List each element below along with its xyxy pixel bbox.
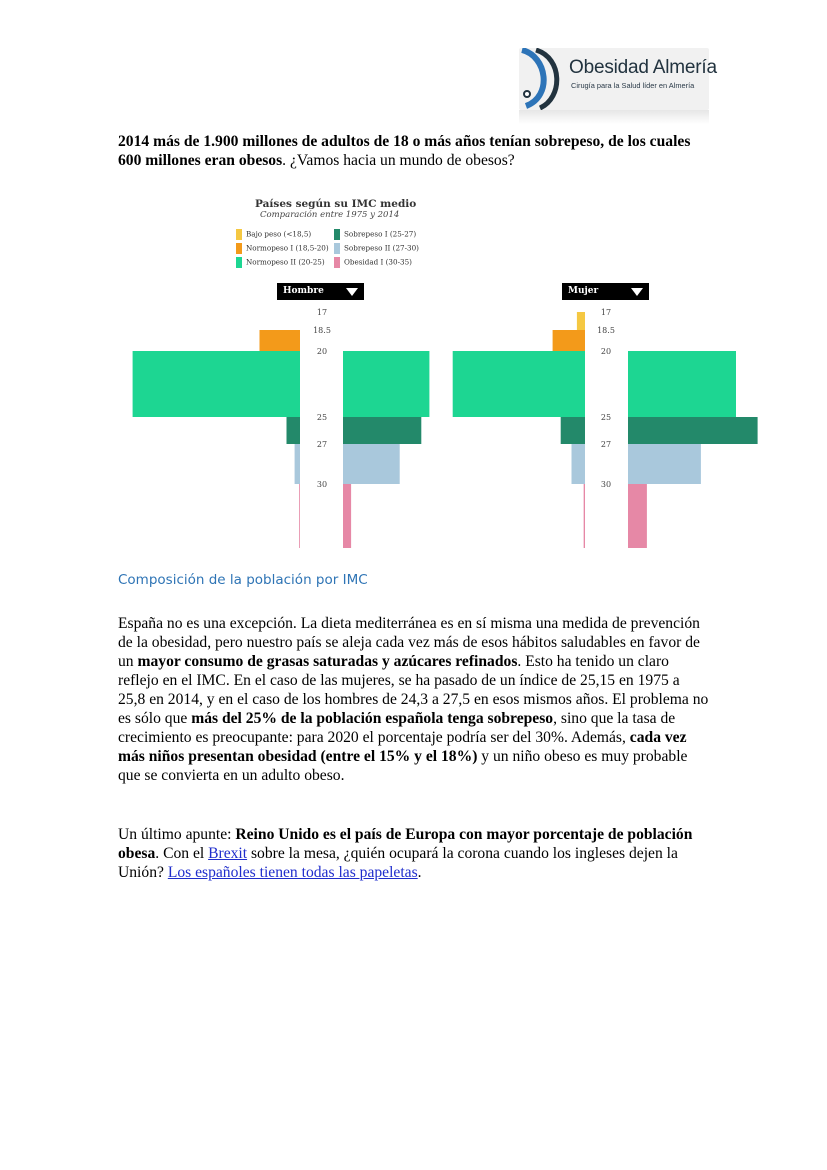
chart-caption: Composición de la población por IMC bbox=[118, 572, 368, 588]
bar-hombre-2014 bbox=[343, 484, 351, 548]
axis-tick-label: 20 bbox=[316, 347, 328, 356]
bold-text: Reino Unido es el país de Europa con mayor porcentaje de población obesa bbox=[118, 826, 693, 862]
bar-hombre-2014 bbox=[343, 444, 400, 484]
text: España no es una excepción. La dieta mediterránea es en sí misma una medida de prevención de la obesidad, pero nuestro país se aleja cada vez más de esos hábitos saludables en favor de un bbox=[118, 615, 700, 670]
text: , sino que la tasa de crecimiento es preocupante: para 2020 el porcentaje podría ser del 30%. Además, bbox=[118, 710, 676, 746]
legend-label: Normopeso II (20-25) bbox=[246, 257, 325, 267]
bar-hombre-2014 bbox=[343, 351, 429, 417]
axis-tick-label: 17 bbox=[600, 308, 612, 317]
bar-mujer-2014 bbox=[628, 417, 758, 444]
bold-text: mayor consumo de grasas saturadas y azúcares refinados bbox=[137, 653, 518, 670]
legend-label: Sobrepeso II (27-30) bbox=[344, 243, 419, 253]
text: . Con el bbox=[155, 845, 209, 862]
brexit-link[interactable]: Brexit bbox=[208, 845, 248, 862]
axis-tick-label: 25 bbox=[600, 413, 612, 422]
bar-hombre-1975 bbox=[295, 444, 300, 484]
bar-mujer-1975 bbox=[577, 312, 585, 330]
bar-mujer-1975 bbox=[453, 351, 585, 417]
bar-mujer-2014 bbox=[628, 484, 647, 548]
espanoles-papeletas-link[interactable]: Los españoles tienen todas las papeletas bbox=[167, 864, 418, 881]
chart-subtitle: Comparación entre 1975 y 2014 bbox=[260, 210, 400, 220]
logo-subtitle: Cirugía para la Salud líder en Almería bbox=[571, 81, 695, 90]
bar-mujer-2014 bbox=[628, 351, 736, 417]
intro-bold-text: 2014 más de 1.900 millones de adultos de 18 o más años tenían sobrepeso, de los cuales 600 millones eran obesos bbox=[118, 133, 691, 169]
bar-mujer-1975 bbox=[553, 330, 585, 351]
bar-mujer-1975 bbox=[584, 484, 585, 548]
bar-hombre-1975 bbox=[299, 484, 300, 548]
bar-hombre-1975 bbox=[133, 351, 300, 417]
axis-tick-label: 25 bbox=[316, 413, 328, 422]
bar-hombre-1975 bbox=[287, 417, 301, 444]
dropdown-label: Mujer bbox=[568, 286, 599, 296]
axis-tick-label: 18.5 bbox=[313, 326, 331, 335]
axis-tick-label: 27 bbox=[600, 440, 612, 449]
axis-tick-label: 20 bbox=[600, 347, 612, 356]
body-paragraph-1 bbox=[118, 614, 710, 785]
chart-title: Países según su IMC medio bbox=[255, 198, 417, 210]
bar-hombre-2014 bbox=[343, 417, 421, 444]
legend-label: Normopeso I (18,5-20) bbox=[246, 243, 329, 253]
legend-label: Sobrepeso I (25-27) bbox=[344, 229, 417, 239]
bold-text: cada vez más niños presentan obesidad (entre el 15% y el 18%) bbox=[118, 729, 687, 765]
text: . Esto ha tenido un claro reflejo en el IMC. En el caso de las mujeres, se ha pasado de un índice de 25,15 en 1975 a 25,8 en 2014, y en el caso de los hombres de 24,3 a 27,5 en esos mismos años. El problema no es sólo que bbox=[118, 653, 709, 727]
axis-tick-label: 27 bbox=[316, 440, 328, 449]
bar-mujer-2014 bbox=[628, 444, 701, 484]
text: Un último apunte: bbox=[118, 826, 236, 843]
axis-tick-label: 18.5 bbox=[597, 326, 615, 335]
logo-title: Obesidad Almería bbox=[569, 57, 717, 78]
text: y un niño obeso es muy probable que se convierta en un adulto obeso. bbox=[118, 748, 688, 784]
bar-mujer-1975 bbox=[572, 444, 586, 484]
bar-hombre-1975 bbox=[260, 330, 301, 351]
axis-tick-label: 17 bbox=[316, 308, 328, 317]
intro-text: . ¿Vamos hacia un mundo de obesos? bbox=[282, 152, 515, 169]
bar-mujer-1975 bbox=[561, 417, 585, 444]
dropdown-label: Hombre bbox=[283, 286, 324, 296]
body-paragraph-2 bbox=[118, 825, 710, 882]
legend-label: Obesidad I (30-35) bbox=[344, 257, 412, 267]
legend-label: Bajo peso (<18,5) bbox=[246, 229, 312, 239]
axis-tick-label: 30 bbox=[316, 480, 328, 489]
axis-tick-label: 30 bbox=[600, 480, 612, 489]
text: . bbox=[417, 864, 422, 881]
text: sobre la mesa, ¿quién ocupará la corona cuando los ingleses dejen la Unión? bbox=[118, 845, 678, 881]
bold-text: más del 25% de la población española tenga sobrepeso bbox=[191, 710, 554, 727]
